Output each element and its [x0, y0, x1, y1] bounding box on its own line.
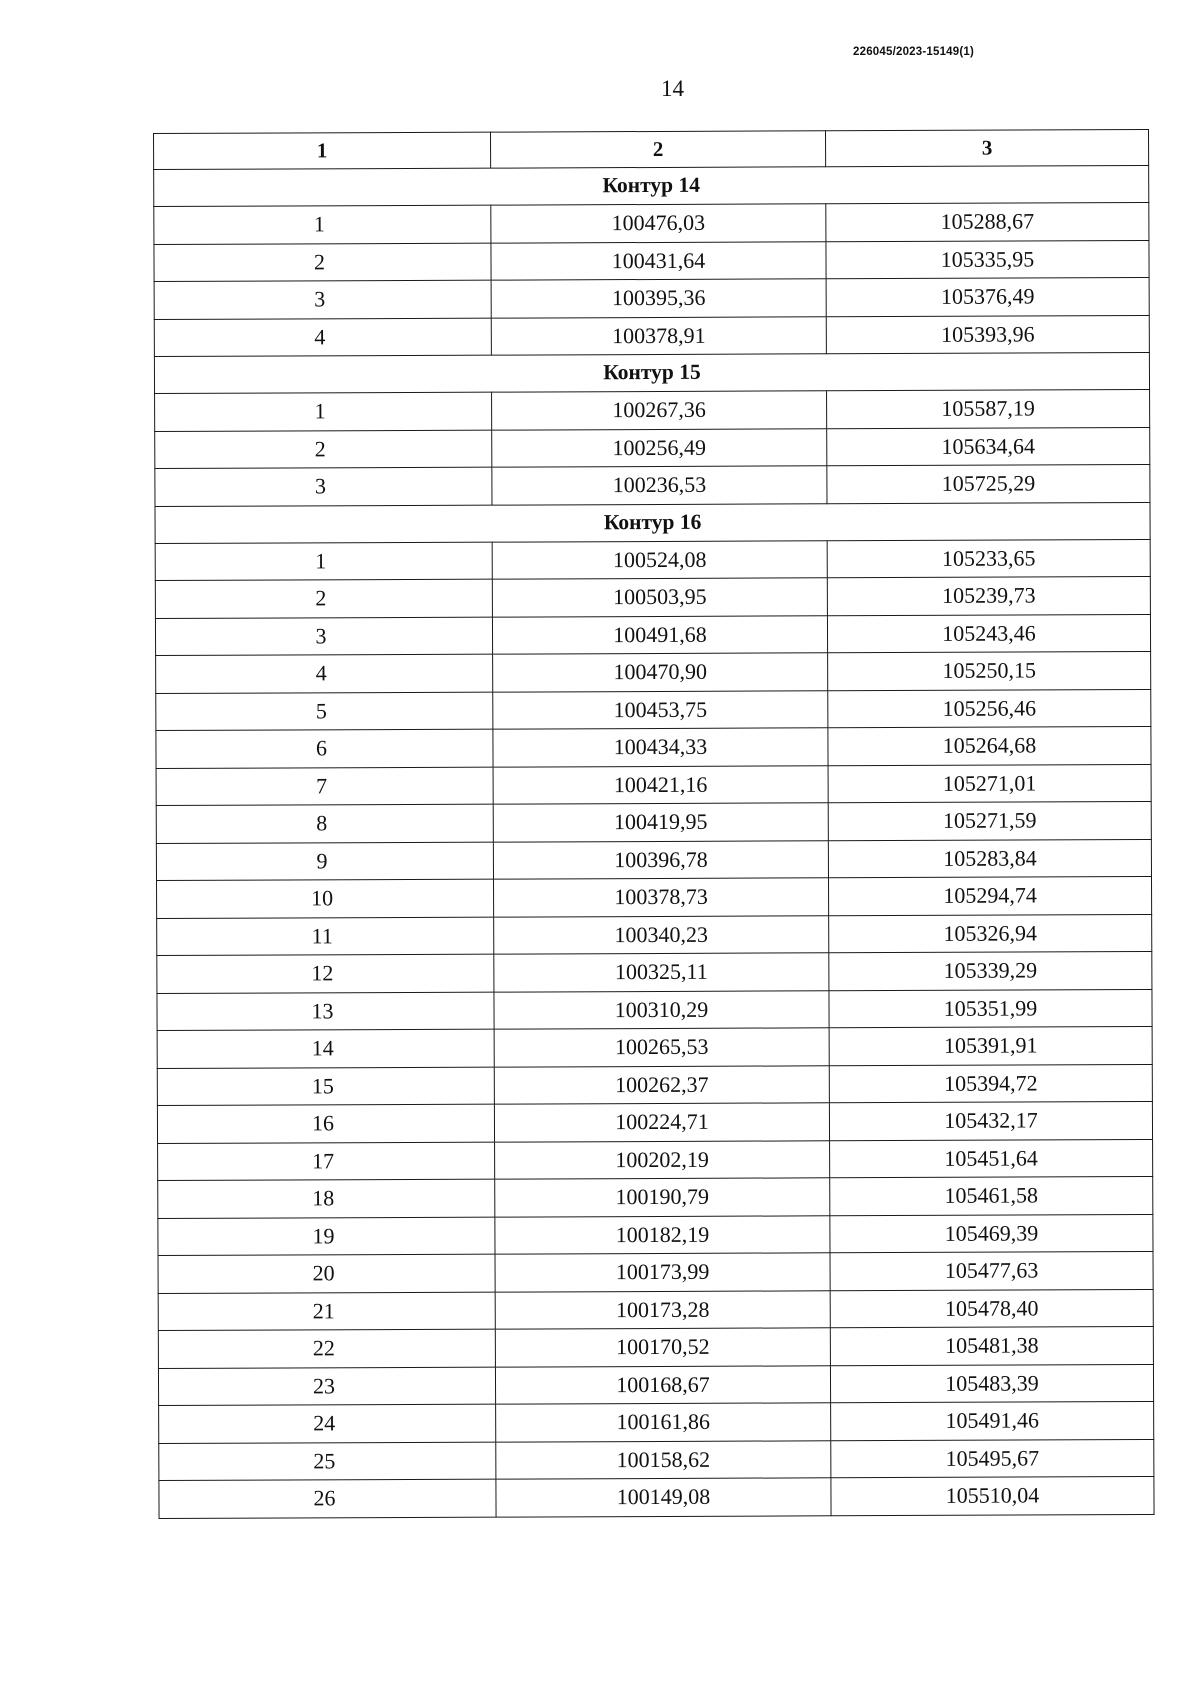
point-number-cell: 20 — [158, 1254, 495, 1293]
x-coordinate-cell: 100265,53 — [494, 1028, 829, 1067]
table-row — [154, 203, 1149, 244]
table-row — [155, 390, 1150, 431]
y-coordinate-cell: 105587,19 — [827, 390, 1150, 429]
x-coordinate-cell: 100378,73 — [493, 878, 828, 917]
section-title: Контур 14 — [154, 166, 1149, 207]
section-title: Контур 15 — [154, 353, 1149, 394]
point-number-cell: 13 — [157, 992, 494, 1031]
section-title: Контур 16 — [155, 502, 1150, 543]
x-coordinate-cell: 100340,23 — [494, 915, 829, 954]
y-coordinate-cell: 105469,39 — [830, 1214, 1153, 1253]
table-row — [159, 1476, 1154, 1517]
x-coordinate-cell: 100236,53 — [492, 466, 827, 505]
y-coordinate-cell: 105391,91 — [829, 1026, 1152, 1065]
x-coordinate-cell: 100149,08 — [496, 1478, 831, 1517]
table-row — [158, 1214, 1153, 1255]
table-row — [158, 1176, 1153, 1217]
y-coordinate-cell: 105250,15 — [828, 651, 1151, 690]
x-coordinate-cell: 100173,99 — [495, 1253, 830, 1292]
point-number-cell: 15 — [157, 1067, 494, 1106]
table-row — [156, 726, 1151, 767]
y-coordinate-cell: 105243,46 — [827, 614, 1150, 653]
coordinates-table — [153, 129, 1155, 1518]
y-coordinate-cell: 105481,38 — [830, 1326, 1153, 1365]
point-number-cell: 3 — [154, 280, 491, 319]
y-coordinate-cell: 105376,49 — [826, 278, 1149, 317]
x-coordinate-cell: 100170,52 — [495, 1328, 830, 1367]
y-coordinate-cell: 105432,17 — [829, 1101, 1152, 1140]
table-row — [157, 1026, 1152, 1067]
x-coordinate-cell: 100168,67 — [495, 1365, 830, 1404]
table-row — [155, 427, 1150, 468]
y-coordinate-cell: 105477,63 — [830, 1251, 1153, 1290]
x-coordinate-cell: 100310,29 — [494, 990, 829, 1029]
x-coordinate-cell: 100190,79 — [495, 1178, 830, 1217]
y-coordinate-cell: 105335,95 — [826, 240, 1149, 279]
point-number-cell: 3 — [155, 467, 492, 506]
point-number-cell: 10 — [157, 879, 494, 918]
point-number-cell: 24 — [159, 1404, 496, 1443]
table-row — [157, 951, 1152, 992]
table-row — [157, 1101, 1152, 1142]
table-row — [156, 801, 1151, 842]
x-coordinate-cell: 100524,08 — [492, 540, 827, 579]
point-number-cell: 5 — [156, 692, 493, 731]
table-row — [155, 614, 1150, 655]
table-row — [154, 315, 1149, 356]
column-header: 1 — [154, 132, 491, 169]
table-row — [159, 1439, 1154, 1480]
point-number-cell: 1 — [154, 205, 491, 244]
x-coordinate-cell: 100491,68 — [492, 615, 827, 654]
table-row — [157, 989, 1152, 1030]
x-coordinate-cell: 100173,28 — [495, 1290, 830, 1329]
table-row — [154, 240, 1149, 281]
table-body — [154, 166, 1154, 1518]
section-row — [155, 502, 1150, 543]
point-number-cell: 26 — [159, 1479, 496, 1518]
x-coordinate-cell: 100434,33 — [493, 728, 828, 767]
y-coordinate-cell: 105339,29 — [829, 951, 1152, 990]
y-coordinate-cell: 105256,46 — [828, 689, 1151, 728]
y-coordinate-cell: 105294,74 — [828, 876, 1151, 915]
y-coordinate-cell: 105495,67 — [831, 1439, 1154, 1478]
table-row — [156, 764, 1151, 805]
table-row — [157, 876, 1152, 917]
x-coordinate-cell: 100325,11 — [494, 953, 829, 992]
document-id: 226045/2023-15149(1) — [853, 46, 975, 58]
y-coordinate-cell: 105725,29 — [827, 465, 1150, 504]
x-coordinate-cell: 100378,91 — [491, 316, 826, 355]
page-number: 14 — [661, 76, 684, 101]
y-coordinate-cell: 105271,01 — [828, 764, 1151, 803]
y-coordinate-cell: 105451,64 — [830, 1139, 1153, 1178]
table-row — [156, 651, 1151, 692]
table-row — [158, 1139, 1153, 1180]
y-coordinate-cell: 105394,72 — [829, 1064, 1152, 1103]
point-number-cell: 22 — [158, 1329, 495, 1368]
table-row — [155, 465, 1150, 506]
table-row — [155, 577, 1150, 618]
point-number-cell: 18 — [158, 1179, 495, 1218]
x-coordinate-cell: 100503,95 — [492, 578, 827, 617]
table-row — [157, 1064, 1152, 1105]
point-number-cell: 3 — [155, 617, 492, 656]
x-coordinate-cell: 100395,36 — [491, 279, 826, 318]
point-number-cell: 2 — [155, 579, 492, 618]
x-coordinate-cell: 100256,49 — [492, 428, 827, 467]
point-number-cell: 2 — [154, 243, 491, 282]
point-number-cell: 25 — [159, 1442, 496, 1481]
x-coordinate-cell: 100161,86 — [496, 1403, 831, 1442]
point-number-cell: 4 — [154, 318, 491, 357]
y-coordinate-cell: 105233,65 — [827, 539, 1150, 578]
x-coordinate-cell: 100202,19 — [495, 1140, 830, 1179]
table-row — [157, 914, 1152, 955]
y-coordinate-cell: 105461,58 — [830, 1176, 1153, 1215]
x-coordinate-cell: 100262,37 — [494, 1065, 829, 1104]
x-coordinate-cell: 100453,75 — [493, 690, 828, 729]
table-row — [158, 1289, 1153, 1330]
y-coordinate-cell: 105483,39 — [830, 1364, 1153, 1403]
point-number-cell: 1 — [155, 392, 492, 431]
point-number-cell: 23 — [158, 1367, 495, 1406]
point-number-cell: 11 — [157, 917, 494, 956]
x-coordinate-cell: 100267,36 — [492, 391, 827, 430]
y-coordinate-cell: 105634,64 — [827, 427, 1150, 466]
column-header: 3 — [825, 130, 1148, 167]
point-number-cell: 8 — [156, 804, 493, 843]
point-number-cell: 14 — [157, 1029, 494, 1068]
point-number-cell: 9 — [156, 842, 493, 881]
point-number-cell: 19 — [158, 1217, 495, 1256]
table-header — [154, 130, 1149, 170]
x-coordinate-cell: 100158,62 — [496, 1440, 831, 1479]
x-coordinate-cell: 100470,90 — [493, 653, 828, 692]
table-row — [156, 689, 1151, 730]
table-row — [159, 1401, 1154, 1442]
table-row — [158, 1326, 1153, 1367]
point-number-cell: 12 — [157, 954, 494, 993]
column-header: 2 — [490, 131, 825, 168]
x-coordinate-cell: 100419,95 — [493, 803, 828, 842]
header-row — [154, 130, 1149, 170]
y-coordinate-cell: 105326,94 — [829, 914, 1152, 953]
y-coordinate-cell: 105271,59 — [828, 801, 1151, 840]
section-row — [154, 166, 1149, 207]
y-coordinate-cell: 105283,84 — [828, 839, 1151, 878]
point-number-cell: 16 — [157, 1104, 494, 1143]
y-coordinate-cell: 105239,73 — [827, 577, 1150, 616]
point-number-cell: 1 — [155, 542, 492, 581]
table-row — [158, 1251, 1153, 1292]
table-row — [154, 278, 1149, 319]
x-coordinate-cell: 100182,19 — [495, 1215, 830, 1254]
table-row — [155, 539, 1150, 580]
x-coordinate-cell: 100396,78 — [493, 840, 828, 879]
x-coordinate-cell: 100431,64 — [491, 241, 826, 280]
x-coordinate-cell: 100421,16 — [493, 765, 828, 804]
section-row — [154, 353, 1149, 394]
y-coordinate-cell: 105478,40 — [830, 1289, 1153, 1328]
point-number-cell: 21 — [158, 1292, 495, 1331]
x-coordinate-cell: 100224,71 — [494, 1103, 829, 1142]
point-number-cell: 2 — [155, 430, 492, 469]
y-coordinate-cell: 105264,68 — [828, 726, 1151, 765]
y-coordinate-cell: 105491,46 — [831, 1401, 1154, 1440]
y-coordinate-cell: 105351,99 — [829, 989, 1152, 1028]
y-coordinate-cell: 105393,96 — [826, 315, 1149, 354]
y-coordinate-cell: 105288,67 — [826, 203, 1149, 242]
y-coordinate-cell: 105510,04 — [831, 1476, 1154, 1515]
point-number-cell: 17 — [158, 1142, 495, 1181]
table-row — [156, 839, 1151, 880]
point-number-cell: 6 — [156, 729, 493, 768]
point-number-cell: 4 — [156, 654, 493, 693]
x-coordinate-cell: 100476,03 — [491, 204, 826, 243]
table-row — [158, 1364, 1153, 1405]
point-number-cell: 7 — [156, 767, 493, 806]
